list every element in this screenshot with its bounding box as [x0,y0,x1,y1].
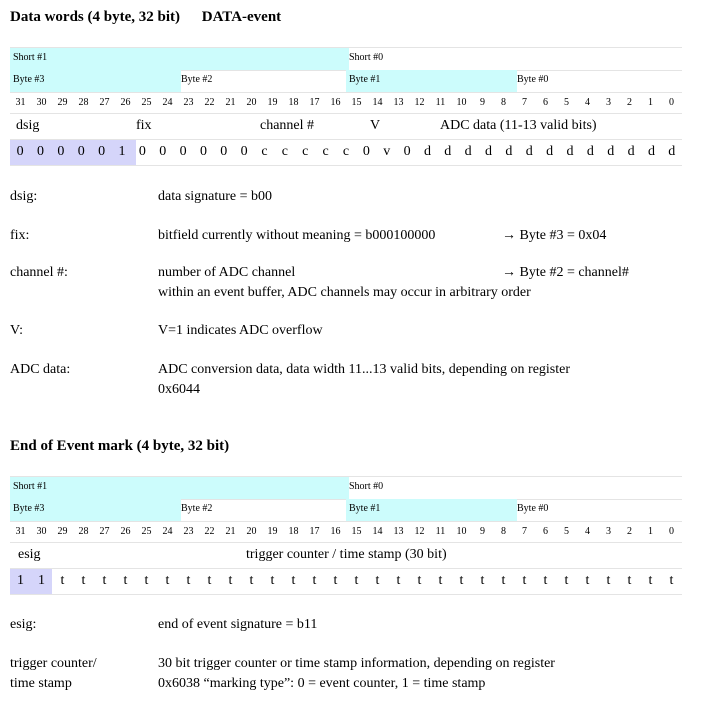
bit-value: d [566,144,574,159]
bit-value: t [543,573,548,588]
short-row [10,47,682,71]
bit-number: 31 [15,526,26,537]
bit-number: 20 [246,526,257,537]
bit-number: 18 [288,526,299,537]
desc-text: ADC conversion data, data width 11...13 valid bits, depending on register [158,362,571,377]
field-fix: fix [136,118,152,133]
bit-number: 6 [543,97,548,108]
bit-number: 12 [414,526,425,537]
bit-number: 4 [585,97,590,108]
bit-value: t [270,573,275,588]
bit-number: 29 [57,97,68,108]
bit-number: 22 [204,526,215,537]
bit-value: t [312,573,317,588]
bit-value: 0 [77,144,85,159]
bit-number: 8 [501,526,506,537]
bit-value: d [485,144,493,159]
bit-number: 30 [36,526,47,537]
bit-value: t [585,573,590,588]
bit-number: 19 [267,526,278,537]
bit-value: 1 [17,573,24,588]
field-esig: esig [18,547,41,562]
bit-value: t [207,573,212,588]
bit-number: 28 [78,526,89,537]
bit-number: 6 [543,526,548,537]
bit-value: t [501,573,506,588]
short0-cell: Short #0 [349,52,384,63]
bit-number: 11 [435,526,446,537]
byte-row [10,70,682,93]
bit-value: 0 [199,144,207,159]
bit-value: 0 [16,144,24,159]
bit-number: 23 [183,526,194,537]
bit-value: t [522,573,527,588]
bit-number: 0 [669,97,674,108]
bit-value: t [102,573,107,588]
bit-number: 11 [435,97,446,108]
byte-row [10,499,682,522]
desc-label: ADC data: [10,362,71,377]
bit-value: t [81,573,86,588]
bit-number-row [10,93,682,114]
bit-number: 30 [36,97,47,108]
bit-number: 10 [456,526,467,537]
desc-label: fix: [10,228,30,243]
short-row [10,476,682,500]
bit-number: 17 [309,526,320,537]
desc-text: 0x6044 [158,382,200,397]
bit-value: 1 [118,144,126,159]
byte1-cell: Byte #1 [346,70,517,92]
bit-value: t [60,573,65,588]
desc-arrow-note: → Byte #2 = channel# [502,265,629,280]
bit-number-row [10,522,682,543]
desc-text: number of ADC channel [158,265,296,280]
field-dsig: dsig [16,118,40,133]
bit-number: 5 [564,526,569,537]
field-trigger: trigger counter / time stamp (30 bit) [246,547,447,562]
bit-number: 10 [456,97,467,108]
bit-value: 0 [362,144,370,159]
bit-value: t [627,573,632,588]
bit-number: 26 [120,97,131,108]
desc-text: end of event signature = b11 [158,617,318,632]
bit-value: c [322,144,329,159]
byte3-cell: Byte #3 [10,70,181,92]
bit-number: 13 [393,97,404,108]
bit-value: d [464,144,472,159]
byte3-cell: Byte #3 [10,499,181,521]
bit-value: 1 [38,573,45,588]
bit-number: 13 [393,526,404,537]
bit-value: d [525,144,533,159]
bit-number: 23 [183,97,194,108]
bit-number: 27 [99,526,110,537]
bit-number: 25 [141,97,152,108]
bit-value: t [648,573,653,588]
bit-value: d [423,144,431,159]
bit-value: t [564,573,569,588]
byte1-cell: Byte #1 [346,499,517,521]
bit-number: 9 [480,97,485,108]
bit-value: t [375,573,380,588]
bit-value: t [165,573,170,588]
short0-cell: Short #0 [349,481,384,492]
bit-value: c [302,144,309,159]
desc-label: dsig: [10,189,38,204]
field-channel: channel # [260,118,315,133]
bit-value: t [396,573,401,588]
bit-number: 24 [162,526,173,537]
bit-value: t [438,573,443,588]
bit-number: 8 [501,97,506,108]
bit-value: d [505,144,513,159]
bit-number: 29 [57,526,68,537]
bit-value: d [586,144,594,159]
bit-value: 0 [37,144,45,159]
bit-number: 1 [648,97,653,108]
bit-number: 17 [309,97,320,108]
bit-number: 2 [627,526,632,537]
bit-number: 14 [372,526,383,537]
byte0-cell: Byte #0 [517,503,549,514]
bit-value: t [123,573,128,588]
bit-number: 5 [564,97,569,108]
bit-value: d [546,144,554,159]
bit-number: 28 [78,97,89,108]
bit-value: 0 [403,144,411,159]
desc-label: channel #: [10,265,68,280]
bit-number: 24 [162,97,173,108]
bit-value: t [417,573,422,588]
bit-value: t [249,573,254,588]
bit-value: t [669,573,674,588]
bit-number: 20 [246,97,257,108]
bit-number: 26 [120,526,131,537]
bit-number: 16 [330,97,341,108]
bit-number: 19 [267,97,278,108]
desc-label: esig: [10,617,37,632]
bit-value: t [291,573,296,588]
short1-cell: Short #1 [10,477,349,499]
bit-value: d [607,144,615,159]
bit-value: c [281,144,288,159]
bit-value: t [606,573,611,588]
short1-cell: Short #1 [10,48,349,70]
bit-value: c [342,144,350,159]
bit-number: 21 [225,526,236,537]
bit-value: 0 [220,144,228,159]
bit-number: 7 [522,97,527,108]
bit-number: 27 [99,97,110,108]
bit-number: 31 [15,97,26,108]
bit-value: c [261,144,268,159]
field-v: V [370,118,381,133]
desc-text: 0x6038 “marking type”: 0 = event counter, 1 = time stamp [158,676,486,691]
bit-number: 3 [606,97,611,108]
bit-number: 7 [522,526,527,537]
bit-value-row [10,140,682,166]
bit-value: v [383,144,391,159]
bit-number: 3 [606,526,611,537]
desc-label: V: [10,323,23,338]
bit-number: 16 [330,526,341,537]
bit-value: 0 [240,144,248,159]
bit-value: t [480,573,485,588]
byte2-cell: Byte #2 [181,503,213,514]
bit-value: t [459,573,464,588]
bit-value: t [144,573,149,588]
desc-text: data signature = b00 [158,189,273,204]
desc-text: within an event buffer, ADC channels may occur in arbitrary order [158,285,531,300]
bit-value: d [647,144,655,159]
bit-number: 22 [204,97,215,108]
section1-subtitle: DATA-event [201,9,282,25]
bit-number: 15 [351,97,362,108]
desc-text: bitfield currently without meaning = b000100000 [158,228,436,243]
field-adc: ADC data (11-13 valid bits) [440,118,597,133]
desc-text: 30 bit trigger counter or time stamp information, depending on register [158,656,555,671]
desc-label: trigger counter/ time stamp [10,656,97,691]
bit-number: 25 [141,526,152,537]
bit-value: t [228,573,233,588]
bit-value: 0 [179,144,187,159]
bit-number: 14 [372,97,383,108]
bit-number: 4 [585,526,590,537]
byte2-cell: Byte #2 [181,74,213,85]
bit-number: 0 [669,526,674,537]
byte0-cell: Byte #0 [517,74,549,85]
bit-value-row [10,569,682,595]
field-row [10,114,682,140]
section2-title: End of Event mark (4 byte, 32 bit) [10,438,230,454]
bit-value: t [186,573,191,588]
bit-number: 1 [648,526,653,537]
field-row [10,543,682,569]
bit-value: 0 [138,144,146,159]
desc-text: V=1 indicates ADC overflow [158,323,323,338]
bit-value: 0 [159,144,167,159]
bit-number: 12 [414,97,425,108]
bit-number: 2 [627,97,632,108]
bit-value: d [668,144,676,159]
bit-value: t [333,573,338,588]
bit-number: 9 [480,526,485,537]
bit-value: d [627,144,635,159]
bit-number: 21 [225,97,236,108]
bit-number: 15 [351,526,362,537]
desc-arrow-note: → Byte #3 = 0x04 [502,228,607,243]
section1-title: Data words (4 byte, 32 bit) DATA-event [10,9,282,25]
bit-value: t [354,573,359,588]
bit-number: 18 [288,97,299,108]
bit-value: d [444,144,452,159]
bit-value: 0 [57,144,65,159]
bit-value: 0 [98,144,106,159]
